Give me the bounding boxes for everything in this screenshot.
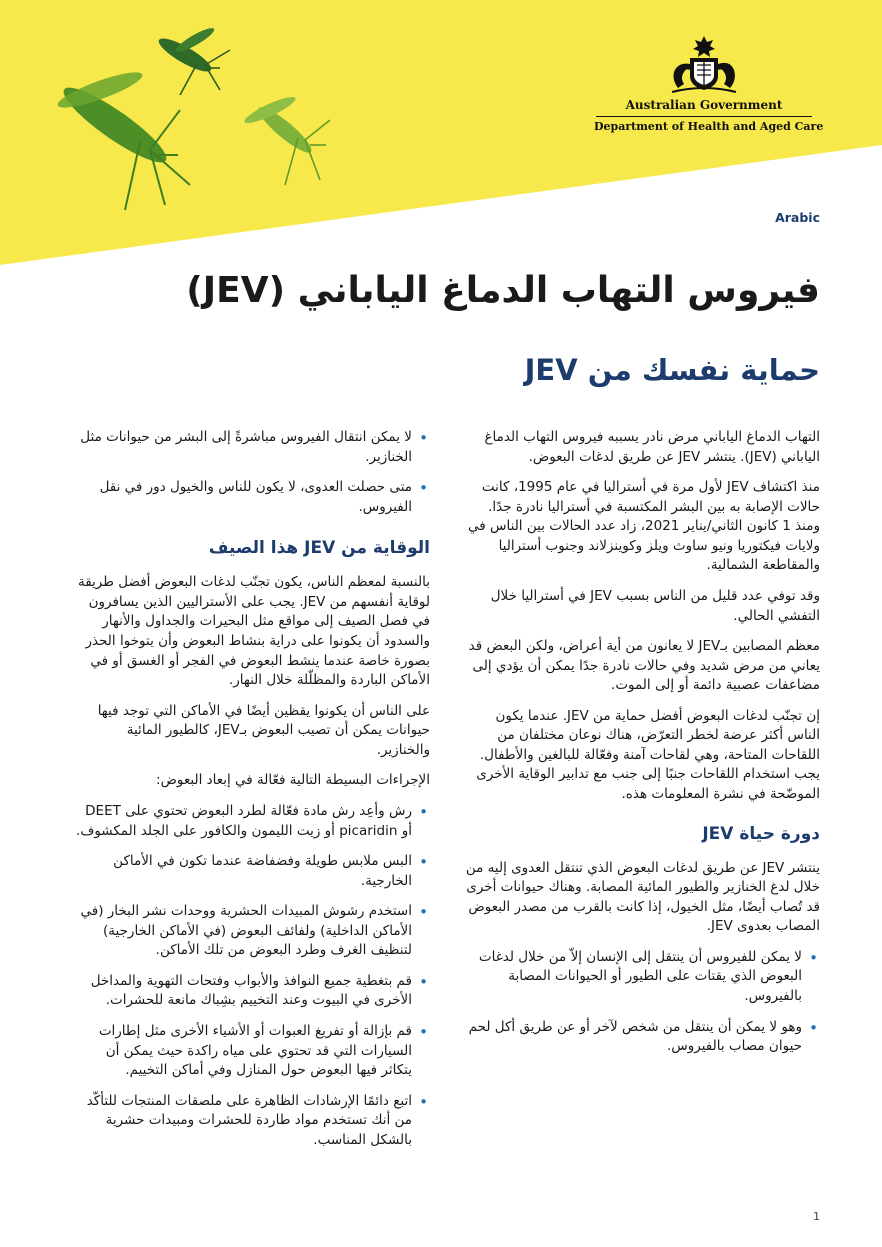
intro-paragraph: التهاب الدماغ الياباني مرض نادر يسببه فيروس التهاب الدماغ الياباني (JEV). ينتشر JEV عن طريق لدغات البعوض. [484,429,820,465]
right-column [462,428,820,1068]
list-item: • لا يمكن انتقال الفيروس مباشرةً إلى البشر من حيوانات مثل الخنازير. [72,428,430,467]
list-item: • اتبع دائمًا الإرشادات الظاهرة على ملصقات المنتجات للتأكّد من أنك تستخدم مواد طاردة للحشرات ومبيدات حشرية بالشكل المناسب. [72,1092,430,1151]
mosquito-small-light-icon [242,93,330,185]
department-name: Department of Health and Aged Care [594,120,824,133]
coat-of-arms-icon [664,34,744,96]
lifecycle-bullet-list [462,948,820,1057]
page-subtitle: حماية نفسك من JEV [524,353,820,387]
branding-divider [596,116,812,117]
mosquito-small-dark-icon [155,25,230,95]
intro-paragraph: منذ اكتشاف JEV لأول مرة في أستراليا في عام 1995، كانت حالات الإصابة به بين البشر المكتسبة في أستراليا نادرة جدًا. ومنذ 1 كانون الثاني/يناير 2021، زاد عدد الحالات بين الناس في ولايات فيكتوريا ونيو ساوث ويلز وكوينزلاند وجنوب أستراليا والمقاطعة الشمالية. [468,479,820,574]
lifecycle-paragraph: ينتشر JEV عن طريق لدغات البعوض الذي تنتقل العدوى إليه من خلال لدغ الخنازير والطيور المائية المصابة. وهناك حيوانات أخرى قد تُصاب أيضًا، مثل الخيول، إذا كانت بالقرب من مصدر البعوض المصاب بعدوى JEV. [465,859,820,935]
intro-paragraph: وقد توفي عدد قليل من الناس بسبب JEV في أستراليا خلال التفشي الحالي. [490,587,820,624]
list-item: • وهو لا يمكن أن ينتقل من شخص لآخر أو عن طريق أكل لحم حيوان مصاب بالفيروس. [462,1018,820,1057]
prevention-paragraph: بالنسبة لمعظم الناس، يكون تجنّب لدغات البعوض أفضل طريقة لوقاية أنفسهم من JEV. يجب على الأستراليين الذين يسافرون في فصل الصيف إلى مواقع مثل البحيرات والجداول والأنهار والسدود أن يكونوا على دراية بنشاط البعوض وأن يتوخوا الحذر بصورة خاصة عندما ينشط البعوض في الفجر أو الغسق أو في الأماكن الباردة والمظلّلة خلال النهار. [77,574,430,689]
list-item: • لا يمكن للفيروس أن ينتقل إلى الإنسان إلاّ من خلال لدغات البعوض الذي يقتات على الطيور أو الحيوانات المصابة بالفيروس. [462,948,820,1007]
list-item: • البس ملابس طويلة وفضفاضة عندما تكون في الأماكن الخارجية. [72,852,430,891]
lifecycle-heading: دورة حياة JEV [702,823,820,844]
government-name: Australian Government [625,98,783,112]
left-column [72,428,430,1161]
transmission-bullet-list [72,428,430,517]
prevention-heading: الوقاية من JEV هذا الصيف [208,538,430,559]
list-item: • قم بتغطية جميع النوافذ والأبواب وفتحات التهوية والمداخل الأخرى في البيوت وعند التخييم بشِباك مانعة للحشرات. [72,972,430,1011]
mosquito-large-icon [55,66,190,210]
intro-paragraph: معظم المصابين بـJEV لا يعانون من أية أعراض، ولكن البعض قد يعاني من مرض شديد وفي حالات نادرة جدًا يمكن أن يؤدي إلى مضاعفات عصبية دائمة أو إلى الموت. [468,638,820,694]
intro-paragraph: إن تجنّب لدغات البعوض أفضل حماية من JEV. عندما يكون الناس أكثر عرضة لخطر التعرّض، هناك نوعان مختلفان من اللقاحات المتاحة، وهي لقاحات آمنة وفعّالة للبالغين والأطفال. يجب استخدام اللقاحات جنبًا إلى جنب مع تدابير الوقاية الأخرى الموضّحة في نشرة المعلومات هذه. [476,707,820,802]
page-number: 1 [813,1210,820,1223]
list-item: • متى حصلت العدوى، لا يكون للناس والخيول دور في نقل الفيروس. [72,478,430,517]
language-label: Arabic [775,210,820,225]
prevention-bullet-list [72,802,430,1150]
mosquito-illustration [30,10,350,220]
prevention-paragraph: الإجراءات البسيطة التالية فعّالة في إبعاد البعوض: [156,772,430,789]
list-item: • استخدم رشوش المبيدات الحشرية ووحدات نشر البخار (في الأماكن الداخلية) ولفائف البعوض (في الأماكن الخارجية) لتنظيف الغرف وطرد البعوض من تلك الأماكن. [72,902,430,961]
government-branding [594,34,824,133]
list-item: • رش وأعِد رش مادة فعّالة لطرد البعوض تحتوي على DEET أو picaridin أو زيت الليمون والكافور على الجلد المكشوف. [72,802,430,841]
prevention-paragraph: على الناس أن يكونوا يقظين أيضًا في الأماكن التي توجد فيها حيوانات يمكن أن تصيب البعوض بـJEV، كالطيور المائية والخنازير. [97,702,430,758]
list-item: • قم بإزالة أو تفريغ العبوات أو الأشياء الأخرى مثل إطارات السيارات التي قد تحتوي على مياه راكدة حيث يمكن أن يتكاثر فيها البعوض حول المنازل وفي أماكن التخييم. [72,1022,430,1081]
page-title: فيروس التهاب الدماغ الياباني (JEV) [186,270,820,311]
